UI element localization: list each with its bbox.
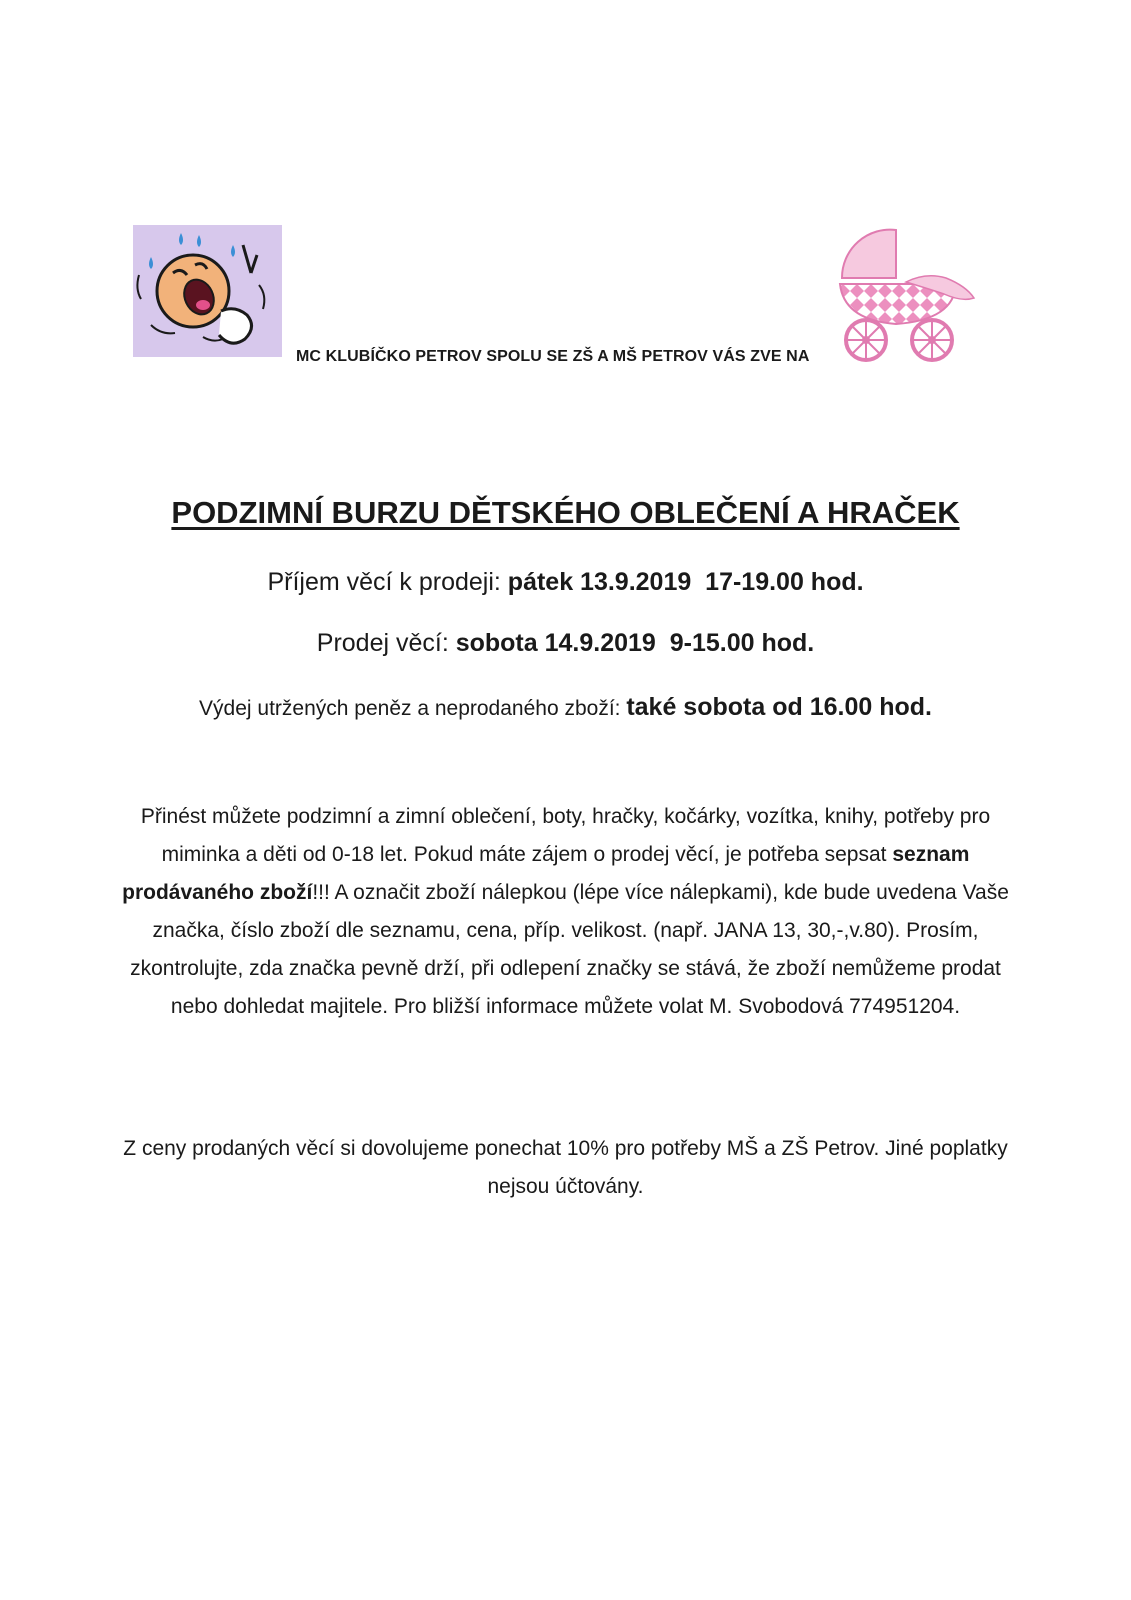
intake-line [0, 568, 1131, 597]
info-paragraph [120, 798, 1011, 1026]
intake-value: pátek 13.9.2019 17-19.00 hod. [507, 568, 864, 596]
payout-label: Výdej utržených peněz a neprodaného zboží: [199, 697, 627, 720]
page-title: PODZIMNÍ BURZU DĚTSKÉHO OBLEČENÍ A HRAČEK [171, 495, 960, 530]
payout-line [0, 693, 1131, 722]
sale-value: sobota 14.9.2019 9-15.00 hod. [455, 629, 815, 657]
info-bold: seznam prodávaného zboží [122, 843, 970, 904]
intake-label: Příjem věcí k prodeji: [267, 568, 508, 596]
sale-line [0, 629, 1131, 658]
info-text-before: Přinést můžete podzimní a zimní oblečení, boty, hračky, kočárky, vozítka, knihy, potřeby pro miminka a děti od 0-18 let. Pokud máte zájem o prodej věcí, je potřeba sepsat [140, 805, 991, 866]
info-text-after: !!! A označit zboží nálepkou (lépe více nálepkami), kde bude uvedena Vaše značka, číslo zboží dle seznamu, cena, příp. velikost. (např. JANA 13, 30,-,v.80). Prosím, zkontrolujte, zda značka pevně drží, při odlepení značky se stává, že zboží nemůžeme prodat nebo dohledat majitele. Pro bližší informace můžete volat M. Svobodová 774951204. [130, 881, 1009, 1018]
sale-label: Prodej věcí: [316, 629, 456, 657]
fee-note: Z ceny prodaných věcí si dovolujeme ponechat 10% pro potřeby MŠ a ZŠ Petrov. Jiné poplatky nejsou účtovány. [123, 1137, 1008, 1198]
invitation-line: MC KLUBÍČKO PETROV SPOLU SE ZŠ A MŠ PETROV VÁS ZVE NA [296, 348, 810, 365]
baby-carriage-icon [836, 228, 986, 368]
crying-baby-icon [133, 225, 282, 357]
payout-value: také sobota od 16.00 hod. [626, 693, 932, 721]
